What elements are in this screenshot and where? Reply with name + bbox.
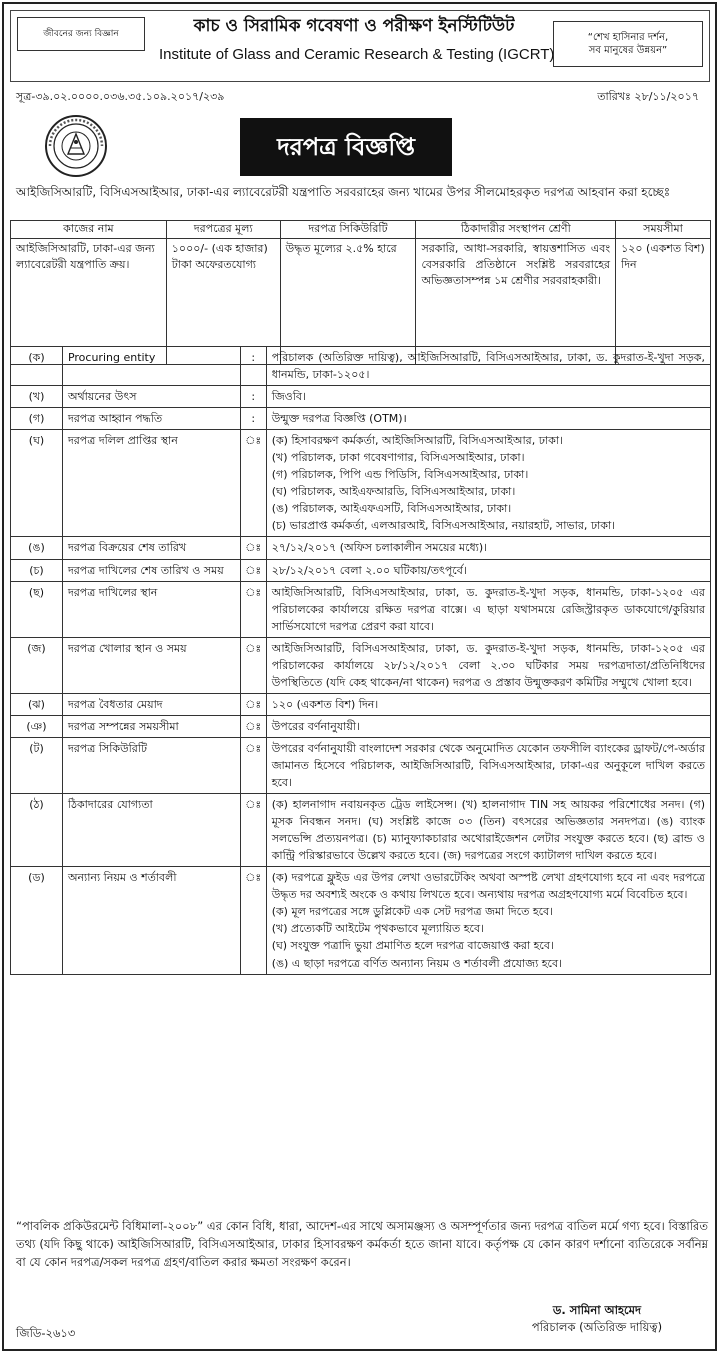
detail-label: (জ): [11, 637, 63, 693]
footer-note: “পাবলিক প্রকিউরমেন্ট বিধিমালা-২০০৮” এর কোন বিধি, ধারা, আদেশ-এর সাথে অসামঞ্জস্য ও অসম্পূর্ণতার জন্য দরপত্র বাতিল মর্মে গণ্য হবে। বিস্তারিত তথ্য (যদি কিছু থাকে) আইজিসিআরটি, বিসিএসআইআর, ঢাকার হিসাবরক্ষণ কর্মকর্তা হতে জানা যাবে। কর্তৃপক্ষ যে কোন কারণ দর্শানো ব্যতিরেকে সর্বনিম্ন বা যে কোন দরপত্র/সকল দরপত্র গ্রহণ/বাতিল করার ক্ষমতা সংরক্ষণ করেন।: [16, 1219, 708, 1269]
detail-value: উপরের বর্ণনানুযায়ী।: [266, 715, 710, 737]
detail-label: (গ): [11, 408, 63, 430]
detail-field: অন্যান্য নিয়ম ও শর্তাবলী: [62, 867, 240, 974]
detail-separator: ঃ: [240, 737, 266, 793]
detail-row: [11, 794, 711, 867]
detail-value: [266, 867, 710, 974]
detail-label: (ঞ): [11, 715, 63, 737]
institute-name-en: Institute of Glass and Ceramic Research & Testing (IGCRT): [159, 46, 555, 63]
bcsir-seal-logo: [44, 114, 108, 178]
header-work-name: কাজের নাম: [11, 221, 167, 239]
motto-left: জীবনের জন্য বিজ্ঞান: [17, 17, 145, 51]
detail-value: আইজিসিআরটি, বিসিএসআইআর, ঢাকা, ড. কুদরাত-ই-খুদা সড়ক, ধানমন্ডি, ঢাকা-১২০৫ এর পরিচালকের কার্যালয়ে ২৮/১২/২০১৭ বেলা ২.৩০ ঘটিকার সময় দরপত্রদাতা/প্রতিনিধিদের উপস্থিতিতে (যদি কেহ থাকেন/না থাকেন) দরপত্র ও প্রস্তাব উন্মুক্তকরণ কমিটির সম্মুখে খোলা হবে।: [266, 637, 710, 693]
detail-field: অর্থায়নের উৎস: [62, 386, 240, 408]
detail-field: দরপত্র সিকিউরিটি: [62, 737, 240, 793]
intro-text: আইজিসিআরটি, বিসিএসআইআর, ঢাকা-এর ল্যাবেরেটরী যন্ত্রপাতি সরবরাহের জন্য খামের উপর সীলমোহরকৃত দরপত্র আহবান করা হচ্ছেঃ: [16, 185, 671, 199]
detail-sub-item: (ঘ) সংযুক্ত পত্রাদি ভুয়া প্রমাণিত হলে দরপত্র বাজেয়াপ্ত করা হবে।: [271, 939, 554, 953]
detail-field: ঠিকাদারের যোগ্যতা: [62, 794, 240, 867]
signatory-designation: পরিচালক (অতিরিক্ত দায়িত্ব): [531, 1320, 663, 1335]
tender-notice-page: [2, 2, 717, 1351]
header: [10, 10, 710, 82]
detail-value: ১২০ (একশত বিশ) দিন।: [266, 693, 710, 715]
detail-row: [11, 559, 711, 581]
detail-sub-item: (খ) পরিচালক, ঢাকা গবেষণাগার, বিসিএসআইআর, ঢাকা।: [271, 451, 525, 465]
cell-time-limit: ১২০ (একশত বিশ) দিন: [616, 239, 711, 365]
detail-sub-item: (চ) ভারপ্রাপ্ত কর্মকর্তা, এলআরআই, বিসিএসআইআর, নয়ারহাট, সাভার, ঢাকা।: [271, 519, 616, 533]
detail-label: (ঠ): [11, 794, 63, 867]
motto-right-line2: সব মানুষের উন্নয়ন”: [588, 45, 668, 56]
detail-sub-item: (ঙ) এ ছাড়া দরপত্রে বর্ণিত অন্যান্য নিয়ম ও শর্তাবলী প্রযোজ্য হবে।: [271, 956, 563, 970]
detail-label: (ক): [11, 347, 63, 386]
detail-sub-item: (ঙ) পরিচালক, আইএফএসটি, বিসিএসআইআর, ঢাকা।: [271, 502, 512, 516]
detail-row: [11, 347, 711, 386]
summary-table: [10, 220, 711, 365]
detail-value: উপরের বর্ণনানুযায়ী বাংলাদেশ সরকার থেকে অনুমোদিত যেকোন তফসীলি ব্যাংকের ড্রাফট/পে-অর্ডার জামানত হিসেবে পরিচালক, আইজিসিআরটি, বিসিএসআইআর, ঢাকা-এর অনুকূলে দাখিল করতে হবে।: [266, 737, 710, 793]
detail-separator: :: [240, 408, 266, 430]
motto-right: [553, 21, 703, 67]
cell-contractor-class: সরকারি, আধা-সরকারি, স্বায়ত্তশাসিত এবং বেসরকারি প্রতিষ্ঠানে সংশ্লিষ্ট সরবরাহের অভিজ্ঞতাসম্পন্ন ১ম শ্রেণীর সরবরাহকারী।: [416, 239, 616, 365]
detail-value: ২৭/১২/২০১৭ (অফিস চলাকালীন সময়ের মধ্যে)।: [266, 537, 710, 559]
detail-row: [11, 581, 711, 637]
detail-row: [11, 408, 711, 430]
detail-row: [11, 637, 711, 693]
detail-field: দরপত্র বৈধতার মেয়াদ: [62, 693, 240, 715]
details-table: [10, 346, 711, 975]
cell-price: ১০০০/- (এক হাজার) টাকা অফেরতযোগ্য: [166, 239, 280, 365]
detail-value: [266, 430, 710, 537]
notice-date: তারিখঃ ২৮/১১/২০১৭: [597, 90, 699, 103]
detail-field: দরপত্র সম্পন্নের সময়সীমা: [62, 715, 240, 737]
detail-separator: ঃ: [240, 581, 266, 637]
cell-work-name: আইজিসিআরটি, ঢাকা-এর জন্য ল্যাবেরেটরী যন্ত্রপাতি ক্রয়।: [11, 239, 167, 365]
detail-value: জিওবি।: [266, 386, 710, 408]
detail-separator: :: [240, 347, 266, 386]
signature-block: [507, 1302, 687, 1337]
detail-sub-item: (ক) হিসাবরক্ষণ কর্মকর্তা, আইজিসিআরটি, বিসিএসআইআর, ঢাকা।: [271, 434, 563, 448]
cell-security: উদ্ধৃত মূল্যের ২.৫% হারে: [280, 239, 416, 365]
detail-label: (ঘ): [11, 430, 63, 537]
detail-label: (ছ): [11, 581, 63, 637]
detail-value: ২৮/১২/২০১৭ বেলা ২.০০ ঘটিকায়/তৎপূর্বে।: [266, 559, 710, 581]
detail-field: দরপত্র খোলার স্থান ও সময়: [62, 637, 240, 693]
detail-separator: ঃ: [240, 430, 266, 537]
detail-row: [11, 715, 711, 737]
detail-value: উন্মুক্ত দরপত্র বিজ্ঞপ্তি (OTM)।: [266, 408, 710, 430]
detail-field: দরপত্র বিক্রয়ের শেষ তারিখ: [62, 537, 240, 559]
detail-label: (খ): [11, 386, 63, 408]
detail-label: (ঝ): [11, 693, 63, 715]
notice-title: দরপত্র বিজ্ঞপ্তি: [240, 118, 452, 176]
detail-value: (ক) হালনাগাদ নবায়নকৃত ট্রেড লাইসেন্স। (খ) হালনাগাদ TIN সহ আয়কর পরিশোধের সনদ। (গ) মূসক নিবন্ধন সনদ। (ঘ) সংশ্লিষ্ট কাজে ০৩ (তিন) বৎসরের অভিজ্ঞতার সনদপত্র। (ঙ) ব্যাংক সলভেন্সি প্রত্যয়নপত্র। (চ) ম্যানুফ্যাকচারার অথোরাইজেশন লেটার সংযুক্ত করতে হবে। (ছ) ব্রান্ড ও কান্ট্রি পরিস্কারভাবে উল্লেখ করতে হবে। (জ) দরপত্রের সংগে ক্যাটালগ দাখিল করতে হবে।: [266, 794, 710, 867]
detail-row: [11, 430, 711, 537]
institute-name-bn: কাচ ও সিরামিক গবেষণা ও পরীক্ষণ ইনস্টিটিউট: [193, 16, 515, 36]
detail-row: [11, 867, 711, 974]
detail-row: [11, 737, 711, 793]
detail-separator: ঃ: [240, 794, 266, 867]
detail-label: (ঙ): [11, 537, 63, 559]
detail-sub-item: (ক) মূল দরপত্রের সঙ্গে ডুপ্লিকেট এক সেট দরপত্র জমা দিতে হবে।: [271, 905, 554, 919]
detail-separator: ঃ: [240, 559, 266, 581]
detail-separator: ঃ: [240, 867, 266, 974]
summary-header-row: [11, 221, 711, 239]
motto-right-line1: “শেখ হাসিনার দর্শন,: [587, 31, 669, 43]
detail-field: Procuring entity: [62, 347, 240, 386]
detail-separator: :: [240, 386, 266, 408]
detail-field: দরপত্র দাখিলের শেষ তারিখ ও সময়: [62, 559, 240, 581]
header-contractor-class: ঠিকাদারীর সংস্থাপন শ্রেণী: [416, 221, 616, 239]
detail-sub-item: (ক) দরপত্রে ফ্লুইড এর উপর লেখা ওভারটেকিং অথবা অস্পষ্ট লেখা গ্রহণযোগ্য হবে না এবং দরপত্রে উদ্ধৃত দর অবশ্যই অংকে ও কথায় লিখতে হবে। অন্যথায় দরপত্র অগ্রহণযোগ্য মর্মে বিবেচিত হবে।: [271, 871, 705, 902]
detail-separator: ঃ: [240, 637, 266, 693]
detail-label: (ট): [11, 737, 63, 793]
detail-sub-item: (খ) প্রত্যেকটি আইটেম পৃথকভাবে মূল্যায়িত হবে।: [271, 922, 484, 936]
reference-number: সূত্র-৩৯.০২.০০০০.০৩৬.৩৫.১০৯.২০১৭/২৩৯: [16, 90, 225, 103]
signatory-name: ড. সামিনা আহমেদ: [552, 1303, 642, 1317]
gd-number: জিডি-২৬১৩: [16, 1326, 76, 1340]
detail-label: (ড): [11, 867, 63, 974]
header-security: দরপত্র সিকিউরিটি: [280, 221, 416, 239]
detail-field: দরপত্র দাখিলের স্থান: [62, 581, 240, 637]
detail-row: [11, 693, 711, 715]
detail-separator: ঃ: [240, 715, 266, 737]
detail-label: (চ): [11, 559, 63, 581]
detail-separator: ঃ: [240, 693, 266, 715]
detail-row: [11, 537, 711, 559]
header-time-limit: সময়সীমা: [616, 221, 711, 239]
detail-sub-item: (গ) পরিচালক, পিপি এন্ড পিডিসি, বিসিএসআইআর, ঢাকা।: [271, 468, 529, 482]
detail-field: দরপত্র আহ্বান পদ্ধতি: [62, 408, 240, 430]
detail-value: পরিচালক (অতিরিক্ত দায়িত্ব), আইজিসিআরটি, বিসিএসআইআর, ঢাকা, ড. কুদরাত-ই-খুদা সড়ক, ধানমন্ডি, ঢাকা-১২০৫।: [266, 347, 710, 386]
detail-value: আইজিসিআরটি, বিসিএসআইআর, ঢাকা, ড. কুদরাত-ই-খুদা সড়ক, ধানমন্ডি, ঢাকা-১২০৫ এর পরিচালকের কার্যালয়ে রক্ষিত দরপত্র বাক্সে। এ ছাড়া যথাসময়ে রেজিস্ট্রারকৃত ডাকযোগে/কুরিয়ার সার্ভিসযোগে দরপত্র প্রেরণ করা যাবে।: [266, 581, 710, 637]
detail-sub-item: (ঘ) পরিচালক, আইএফআরডি, বিসিএসআইআর, ঢাকা।: [271, 485, 516, 499]
detail-field: দরপত্র দলিল প্রাপ্তির স্থান: [62, 430, 240, 537]
header-price: দরপত্রের মূল্য: [166, 221, 280, 239]
detail-separator: ঃ: [240, 537, 266, 559]
detail-row: [11, 386, 711, 408]
